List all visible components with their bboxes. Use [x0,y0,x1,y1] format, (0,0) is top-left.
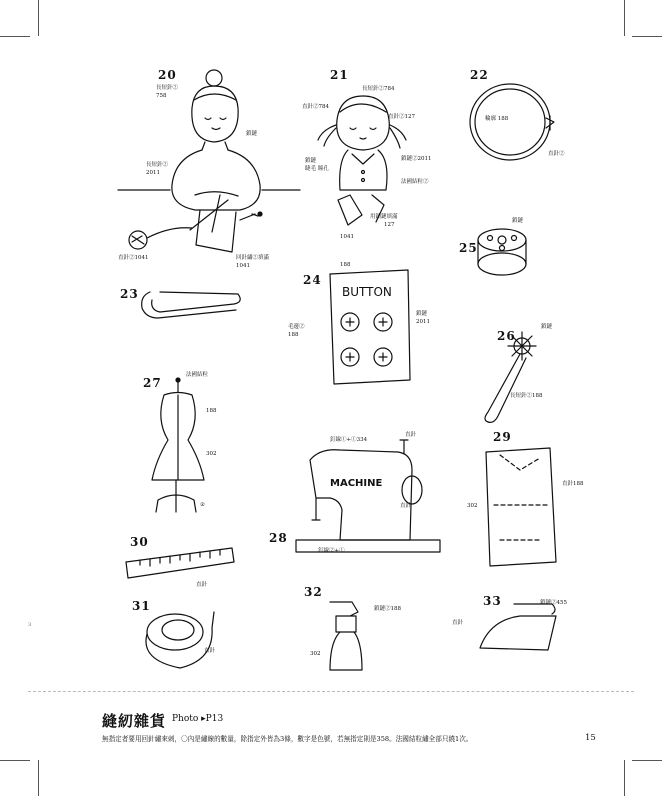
hoop-drawing [470,84,554,160]
stitch-label: 鎖鏈 [541,324,553,330]
item-number: 22 [470,68,489,82]
stitch-label: 302 [467,503,478,509]
stitch-label: 法國結粒 [186,372,209,378]
stitch-label: 用鎖鏈填滿 [370,214,398,220]
item-number: 27 [143,376,162,390]
stitch-label: 釘線②+① [318,548,345,554]
spray-bottle-drawing [330,602,362,670]
stitch-label: 長短針② [156,85,179,91]
item-number: 29 [493,430,512,444]
stitch-label: 302 [310,651,321,657]
item-number: 33 [483,594,502,608]
stitch-label: 直針 [204,648,216,654]
stitch-label: 回針繡②填滿 [236,255,270,261]
stitch-label: 睫毛 瞳孔 [305,166,329,172]
machine-text: MACHINE [330,478,383,489]
item-number: 24 [303,273,322,287]
item-number: 30 [130,535,149,549]
stitch-label: 直針 [452,620,464,626]
stitch-label: 1041 [236,263,250,269]
stitch-label: 直針188 [562,481,584,487]
stitch-label: 鎖鏈②455 [540,600,567,606]
stitch-label: 長短針② [146,162,169,168]
item-number: 26 [497,329,516,343]
stitch-label: 302 [206,451,217,457]
stitch-label: 鎖鏈 [512,218,524,224]
stitch-label: 毛邊② [288,324,305,330]
footer-divider [28,691,634,692]
item-number: 32 [304,585,323,599]
stitch-label: ② [200,502,205,508]
stitch-label: 長短針②188 [510,393,543,399]
ruler-drawing [126,548,234,578]
stitch-label: 釘線①+①334 [330,437,368,443]
stitch-label: 鎖鏈 [416,311,428,317]
stitch-label: 法國結粒② [401,179,429,185]
stitch-label: 2011 [416,319,430,325]
section-title: 縫紉雜貨 [102,712,167,730]
stitch-label: 188 [206,408,217,414]
instruction-note: 無指定者要用回針繡來刺，〇內是繡線的數量，除指定外皆為3條，數字是色號，若無指定則是358。法國結粒繡全部只繞1次。 [102,735,473,743]
stitch-label: 188 [340,262,351,268]
button-card-text: BUTTON [342,285,392,299]
item-number: 23 [120,287,139,301]
stitch-label: 長短針②784 [362,86,395,92]
item-number: 20 [158,68,177,82]
stitch-label: 直針 [196,582,208,588]
margin-marker: 3 [28,622,32,628]
tape-measure-drawing [146,612,214,668]
stitch-label: 直針②784 [302,104,329,110]
stitch-label: 直針②1041 [118,255,149,261]
item-number: 21 [330,68,349,82]
stitch-label: 2011 [146,170,160,176]
item-number: 28 [269,531,288,545]
item-number: 25 [459,241,478,255]
stitch-label: 直針②127 [388,114,415,120]
stitch-label: 輪廓 188 [485,116,509,122]
bobbin-drawing [478,229,526,275]
hairpin-drawing [142,292,241,318]
stitch-label: 758 [156,93,167,99]
knitting-woman-drawing [118,70,300,252]
sewing-machine-drawing [296,440,440,552]
stitch-label: 127 [384,222,395,228]
page-number: 15 [585,733,596,743]
tracing-wheel-drawing [485,332,536,422]
dress-form-drawing [152,378,204,512]
iron-drawing [480,604,556,650]
pattern-drawing [486,448,556,566]
stitch-label: 鎖鏈 [246,131,258,137]
stitch-label: 直針 [400,503,412,509]
stitch-label: 直針② [548,151,565,157]
item-number: 31 [132,599,151,613]
stitch-label: 1041 [340,234,354,240]
stitch-label: 鎖鏈②2011 [401,156,432,162]
stitch-label: 鎖鏈②188 [374,606,401,612]
photo-reference: Photo ▸P13 [172,714,224,724]
stitch-label: 188 [288,332,299,338]
stitch-label: 直針 [405,432,417,438]
stitch-label: 鎖鏈 [305,158,317,164]
